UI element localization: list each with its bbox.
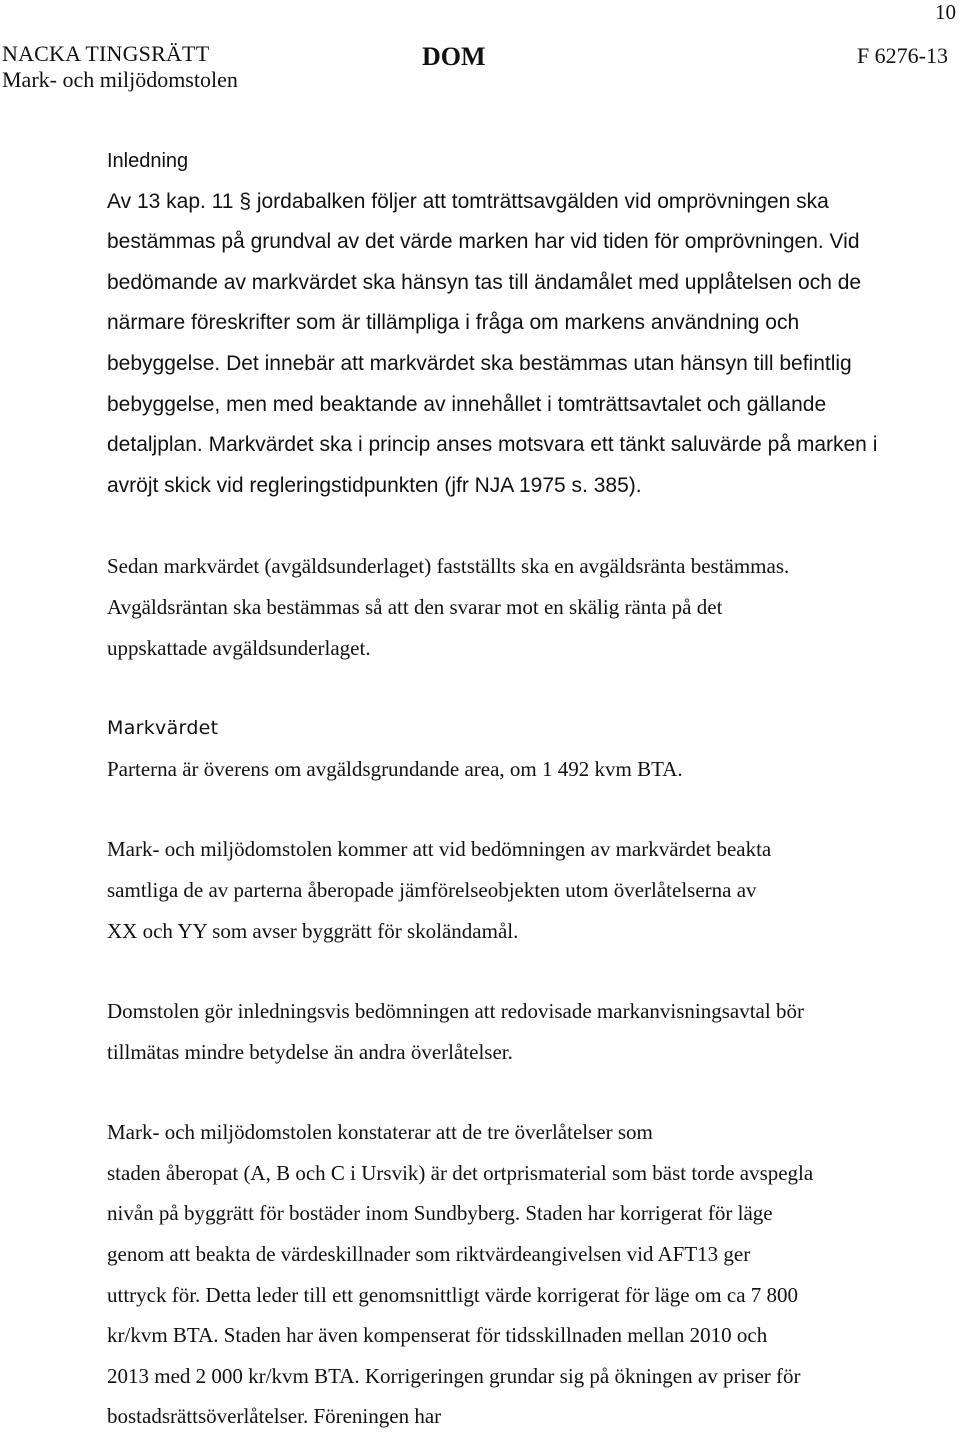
paragraph-line: nivån på byggrätt för bostäder inom Sundbyberg. Staden har korrigerat för läge bbox=[107, 1201, 773, 1226]
paragraph-line: bostadsrättsöverlåtelser. Föreningen har bbox=[107, 1404, 442, 1429]
paragraph-ortprismaterial bbox=[107, 1112, 927, 1437]
document-header bbox=[0, 40, 960, 100]
paragraph-line: bestämmas på grundval av det värde marken har vid tiden för omprövningen. Vid bbox=[107, 230, 860, 254]
paragraph-line: 2013 med 2 000 kr/kvm BTA. Korrigeringen grundar sig på ökningen av priser för bbox=[107, 1363, 801, 1388]
court-division: Mark- och miljödomstolen bbox=[2, 67, 238, 92]
paragraph-line: detaljplan. Markvärdet ska i princip anses motsvara ett tänkt saluvärde på marken i bbox=[107, 433, 878, 457]
paragraph-line: närmare föreskrifter som är tillämpliga i fråga om markens användning och bbox=[107, 311, 800, 335]
document-type: DOM bbox=[422, 42, 486, 71]
paragraph-line: bedömande av markvärdet ska hänsyn tas till ändamålet med upplåtelsen och de bbox=[107, 270, 862, 294]
paragraph-line: Avgäldsräntan ska bestämmas så att den svarar mot en skälig ränta på det bbox=[107, 594, 723, 619]
paragraph-line: Mark- och miljödomstolen kommer att vid bedömningen av markvärdet beakta bbox=[107, 837, 772, 862]
section-heading-inledning: Inledning bbox=[107, 150, 189, 172]
paragraph-line: Domstolen gör inledningsvis bedömningen att redovisade markanvisningsavtal bör bbox=[107, 999, 804, 1024]
paragraph-line: tillmätas mindre betydelse än andra överlåtelser. bbox=[107, 1039, 513, 1064]
paragraph-line: genom att beakta de värdeskillnader som riktvärdeangivelsen vid AFT13 ger bbox=[107, 1242, 751, 1267]
paragraph-line: Av 13 kap. 11 § jordabalken följer att tomträttsavgälden vid omprövningen ska bbox=[107, 189, 829, 213]
paragraph-area bbox=[107, 749, 927, 790]
document-body bbox=[107, 141, 927, 1437]
paragraph-line: samtliga de av parterna åberopade jämförelseobjekten utom överlåtelserna av bbox=[107, 877, 757, 902]
case-number: F 6276-13 bbox=[856, 43, 948, 68]
paragraph-line: Sedan markvärdet (avgäldsunderlaget) fastställts ska en avgäldsränta bestämmas. bbox=[107, 554, 790, 579]
paragraph-line: uttryck för. Detta leder till ett genomsnittligt värde korrigerat för läge om ca 7 800 bbox=[107, 1282, 799, 1307]
paragraph-line: uppskattade avgäldsunderlaget. bbox=[107, 635, 371, 660]
paragraph-legal-basis bbox=[107, 182, 927, 507]
paragraph-markanvisning bbox=[107, 991, 927, 1072]
paragraph-jamforelseobjekt bbox=[107, 829, 927, 951]
court-name: NACKA TINGSRÄTT bbox=[2, 41, 210, 66]
paragraph-line: bebyggelse. Det innebär att markvärdet ska bestämmas utan hänsyn till befintlig bbox=[107, 351, 852, 375]
paragraph-line: Mark- och miljödomstolen konstaterar att de tre överlåtelser som bbox=[107, 1120, 653, 1145]
paragraph-line: kr/kvm BTA. Staden har även kompenserat för tidsskillnaden mellan 2010 och bbox=[107, 1323, 768, 1348]
page-number: 10 bbox=[935, 0, 956, 24]
paragraph-line: XX och YY som avser byggrätt för skoländamål. bbox=[107, 918, 519, 943]
paragraph-line: bebyggelse, men med beaktande av innehållet i tomträttsavtalet och gällande bbox=[107, 392, 827, 416]
paragraph-line: avröjt skick vid regleringstidpunkten (jfr NJA 1975 s. 385). bbox=[107, 473, 642, 497]
paragraph-line: Parterna är överens om avgäldsgrundande area, om 1 492 kvm BTA. bbox=[107, 756, 683, 781]
paragraph-line: staden åberopat (A, B och C i Ursvik) är det ortprismaterial som bäst torde avspegla bbox=[107, 1160, 814, 1185]
paragraph-avgaldsranta bbox=[107, 546, 927, 668]
section-heading-markvardet: Markvärdet bbox=[107, 717, 219, 740]
